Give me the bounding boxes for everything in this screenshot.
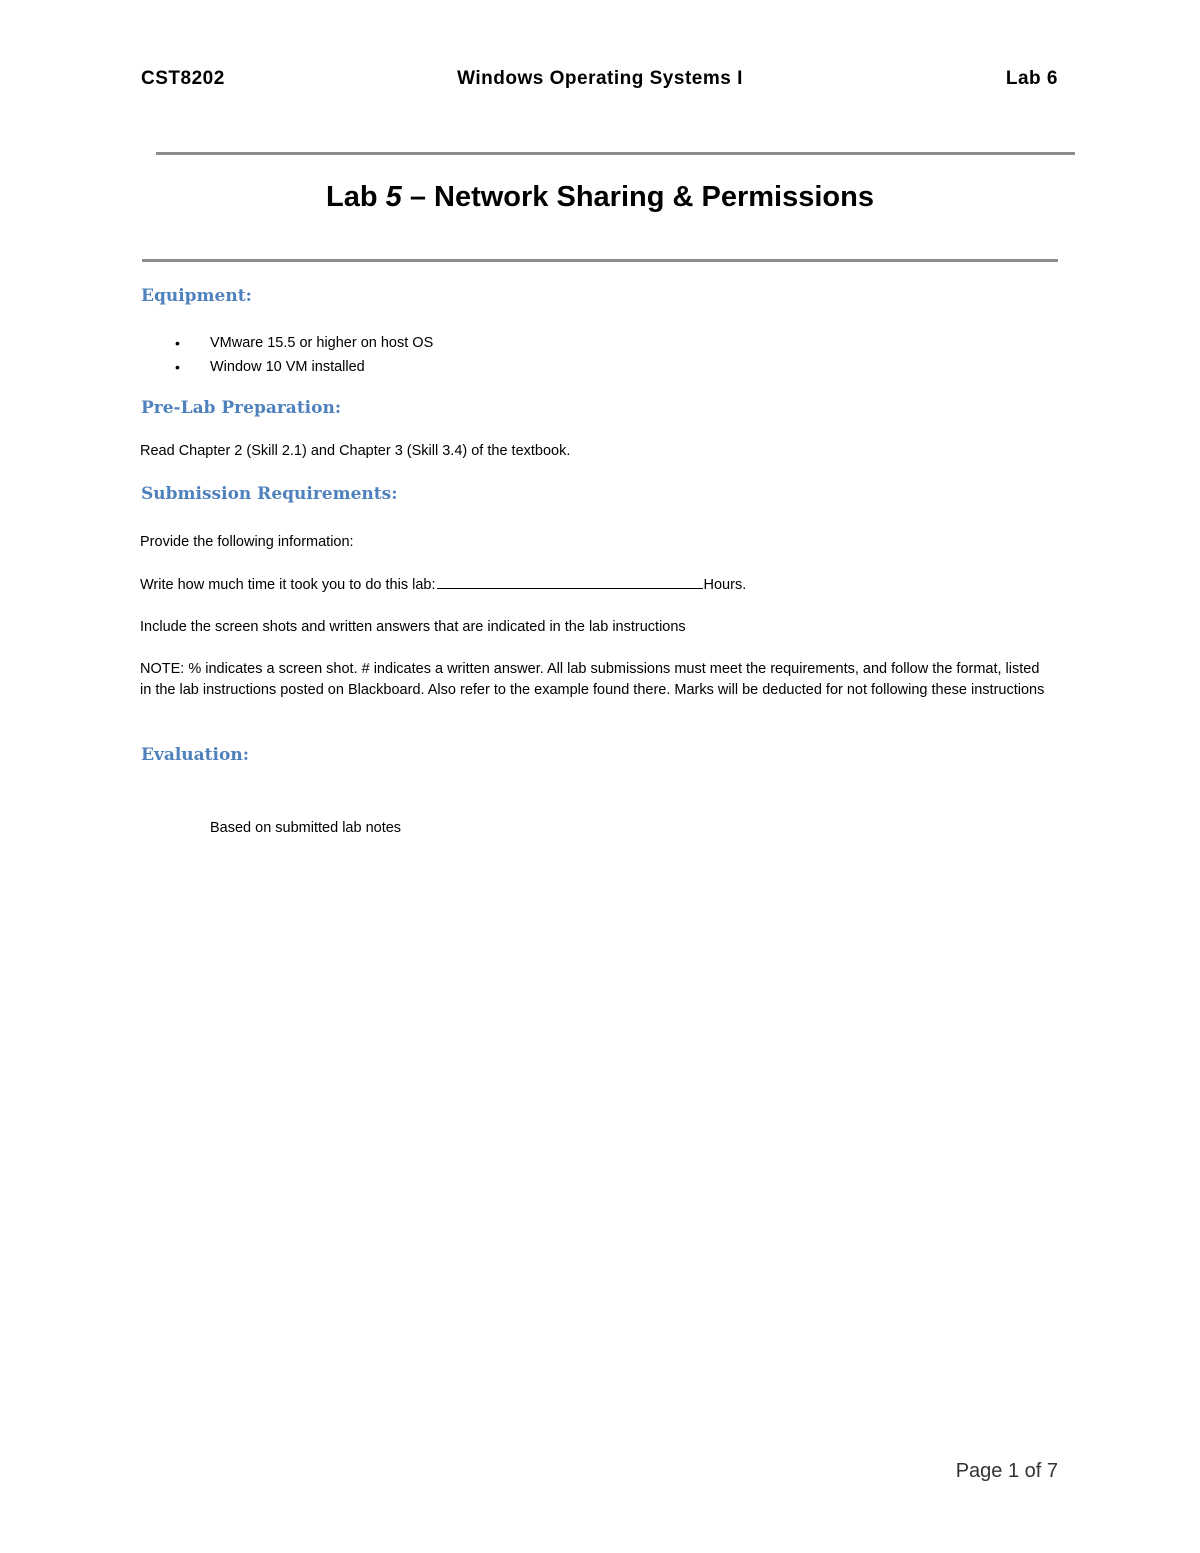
time-suffix: Hours. xyxy=(703,577,747,593)
header-course-name: Windows Operating Systems I xyxy=(457,68,743,89)
document-title xyxy=(0,181,1200,214)
provide-info-text: Provide the following information: xyxy=(140,534,354,550)
submission-heading: Submission Requirements: xyxy=(141,484,398,504)
bullet-icon: • xyxy=(175,335,180,351)
title-top-rule xyxy=(156,152,1075,155)
page-number: Page 1 of 7 xyxy=(955,1460,1058,1482)
title-number: 5 xyxy=(385,181,402,213)
time-blank-line[interactable] xyxy=(437,574,703,589)
header-lab-label: Lab 6 xyxy=(1005,68,1058,89)
evaluation-heading: Evaluation: xyxy=(141,745,249,765)
title-rest: – Network Sharing & Permissions xyxy=(401,181,874,213)
prelab-heading: Pre-Lab Preparation: xyxy=(141,398,342,418)
equipment-item: Window 10 VM installed xyxy=(210,359,365,375)
note-text: NOTE: % indicates a screen shot. # indicates a written answer. All lab submissions must meet the requirements, and follow the format, listed in the lab instructions posted on Blackboard. Also refer to the example found there. Marks will be deducted for not following these instructions xyxy=(140,661,1045,698)
bullet-icon: • xyxy=(175,359,180,375)
include-text: Include the screen shots and written answers that are indicated in the lab instructions xyxy=(140,619,686,635)
equipment-item: VMware 15.5 or higher on host OS xyxy=(210,335,434,351)
prelab-text: Read Chapter 2 (Skill 2.1) and Chapter 3 (Skill 3.4) of the textbook. xyxy=(140,443,571,459)
title-bottom-rule xyxy=(142,259,1058,262)
title-prefix: Lab xyxy=(326,181,386,213)
time-spent-line xyxy=(140,574,746,596)
header-course-code: CST8202 xyxy=(141,68,225,89)
time-prefix: Write how much time it took you to do this lab: xyxy=(140,577,436,593)
equipment-heading: Equipment: xyxy=(141,286,252,306)
evaluation-text: Based on submitted lab notes xyxy=(210,820,402,836)
